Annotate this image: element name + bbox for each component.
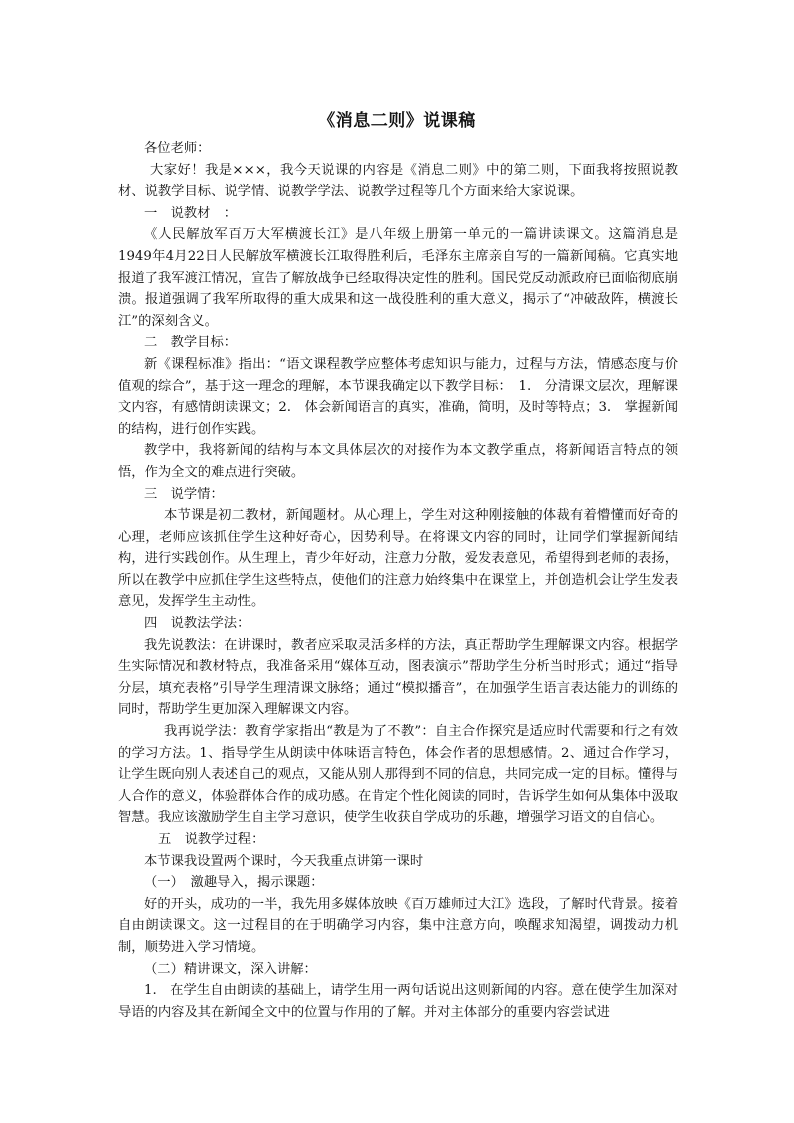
paragraph: 我先说教法：在讲课时，教者应采取灵活多样的方法，真正帮助学生理解课文内容。根据学生实际情况和教材特点，我准备采用“媒体互动，图表演示”帮助学生分析当时形式；通过“指导分层，填充表格”引导学生理清课文脉络；通过“模拟播音”，在加强学生语言表达能力的训练的同时，帮助学生更加深入理解课文内容。 [118,637,678,718]
section-heading: 一 说教材 ： [144,205,238,221]
paragraph: 教学中，我将新闻的结构与本文具体层次的对接作为本文教学重点，将新闻语言特点的领悟，作为全文的难点进行突破。 [118,443,678,480]
paragraph: 本节课我设置两个课时，今天我重点讲第一课时 [144,853,424,869]
paragraph: （二）精讲课文，深入讲解： [144,961,317,977]
section-heading: 二 教学目标： [144,335,238,351]
paragraph: 各位老师： [144,141,211,156]
section-heading: 三 说学情： [144,486,224,502]
section-heading: 四 说教法学法： [144,616,251,632]
paragraph: 《人民解放军百万大军横渡长江》是八年级上册第一单元的一篇讲读课文。这篇消息是1949年4月22日人民解放军横渡长江取得胜利后，毛泽东主席亲自写的一篇新闻稿。它真实地报道了我军渡江情况，宣告了解放战争已经取得决定性的胜利。国民党反动派政府已面临彻底崩溃。报道强调了我军所取得的重大成果和这一战役胜利的重大意义，揭示了“冲破敌阵，横渡长江”的深刻含义。 [118,227,678,329]
paragraph: 我再说学法：教育学家指出“教是为了不教”：自主合作探究是适应时代需要和行之有效的学习方法。1、指导学生从朗读中体味语言特色，体会作者的思想感情。2、通过合作学习，让学生既向别人表述自己的观点，又能从别人那得到不同的信息，共同完成一定的目标。懂得与人合作的意义，体验群体合作的成功感。在肯定个性化阅读的同时，告诉学生如何从集体中汲取智慧。我应该激励学生自主学习意识，使学生收获自学成功的乐趣，增强学习语文的自信心。 [118,724,678,826]
paragraph: 本节课是初二教材，新闻题材。从心理上，学生对这种刚接触的体裁有着懵懂而好奇的心理，老师应该抓住学生这种好奇心，因势利导。在将课文内容的同时，让同学们掌握新闻结构，进行实践创作。从生理上，青少年好动，注意力分散，爱发表意见，希望得到老师的表扬，所以在教学中应抓住学生这些特点，使他们的注意力始终集中在课堂上，并创造机会让学生发表意见，发挥学生主动性。 [118,508,678,610]
paragraph: 好的开头，成功的一半，我先用多媒体放映《百万雄师过大江》选段，了解时代背景。接着自由朗读课文。这一过程目的在于明确学习内容，集中注意方向，唤醒求知渴望，调拨动力机制，顺势进入学习情境。 [118,896,678,955]
document-title: 《消息二则》说课稿 [318,111,476,131]
document-body [118,138,678,1023]
paragraph: （一） 激趣导入，揭示课题： [144,875,324,891]
paragraph: 1. 在学生自由朗读的基础上，请学生用一两句话说出这则新闻的内容。意在使学生加深对导语的内容及其在新闻全文中的位置与作用的了解。并对主体部分的重要内容尝试进 [118,983,678,1020]
paragraph: 新《课程标准》指出：“语文课程教学应整体考虑知识与能力，过程与方法，情感态度与价值观的综合”，基于这一理念的理解，本节课我确定以下教学目标： 1. 分清课文层次，理解课文内容，有感情朗读课文；2. 体会新闻语言的真实，准确，简明，及时等特点；3. 掌握新闻的结构，进行创作实践。 [118,356,678,437]
paragraph: 大家好！我是×××，我今天说课的内容是《消息二则》中的第二则，下面我将按照说教材、说教学目标、说学情、说教学学法、说教学过程等几个方面来给大家说课。 [118,162,678,200]
section-heading: 五 说教学过程： [158,832,265,847]
